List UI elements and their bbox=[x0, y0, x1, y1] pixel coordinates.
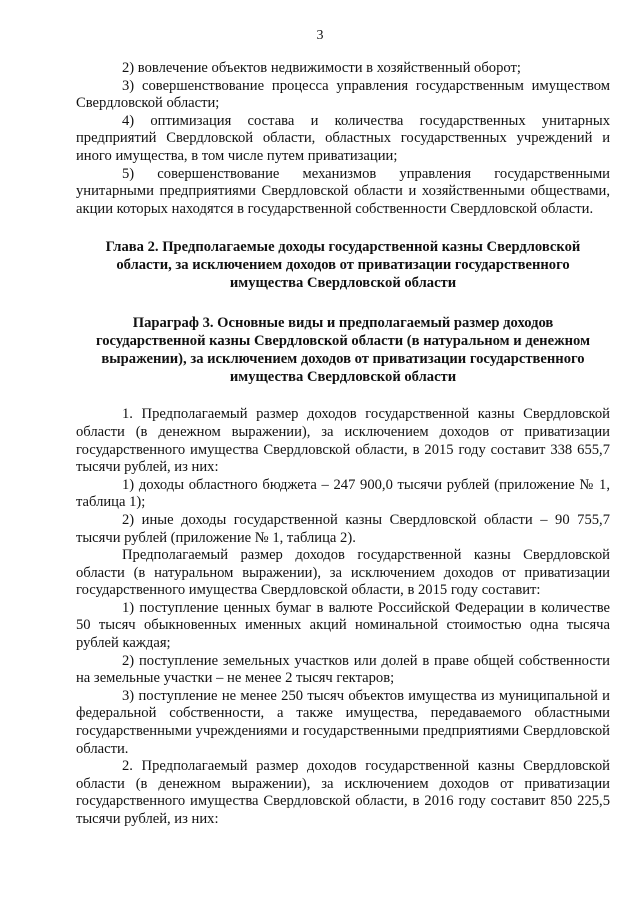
page-number: 3 bbox=[316, 28, 324, 43]
body-paragraph: 1) доходы областного бюджета – 247 900,0 тысячи рублей (приложение № 1, таблица 1); bbox=[76, 476, 610, 511]
list-item: 5) совершенствование механизмов управления государственными унитарными предприятиями Свердловской области и хозяйственными обществами, акции которых находятся в государственной собственности Свердловской области. bbox=[76, 165, 610, 217]
body-paragraph: 2) иные доходы государственной казны Свердловской области – 90 755,7 тысячи рублей (приложение № 1, таблица 2). bbox=[76, 511, 610, 546]
list-item: 4) оптимизация состава и количества государственных унитарных предприятий Свердловской области, областных государственных учреждений и иного имущества, в том числе путем приватизации; bbox=[76, 112, 610, 164]
body-paragraph: 1) поступление ценных бумаг в валюте Российской Федерации в количестве 50 тысяч обыкновенных именных акций номинальной стоимостью одна тысяча рублей каждая; bbox=[76, 599, 610, 652]
chapter-heading: Глава 2. Предполагаемые доходы государственной казны Свердловской области, за исключением доходов от приватизации государственного имущества Свердловской области bbox=[105, 239, 581, 292]
body-paragraph: Предполагаемый размер доходов государственной казны Свердловской области (в натуральном выражении), за исключением доходов от приватизации государственного имущества Свердловской области, в 2015 году составит: bbox=[76, 547, 610, 599]
body-paragraph: 3) поступление не менее 250 тысяч объектов имущества из муниципальной и федеральной собственности, а также имущества, передаваемого областными государственными учреждениями и государственными предприятиями Свердловской области. bbox=[76, 687, 610, 757]
body-paragraph: 2) поступление земельных участков или долей в праве общей собственности на земельные участки – не менее 2 тысяч гектаров; bbox=[76, 652, 610, 687]
body-paragraph: 1. Предполагаемый размер доходов государственной казны Свердловской области (в денежном выражении), за исключением доходов от приватизации государственного имущества Свердловской области, в 2015 году составит 338 655,7 тысячи рублей, из них: bbox=[76, 406, 610, 476]
list-item: 3) совершенствование процесса управления государственным имуществом Свердловской области; bbox=[76, 77, 610, 112]
list-item: 2) вовлечение объектов недвижимости в хозяйственный оборот; bbox=[122, 60, 521, 76]
document-content bbox=[76, 60, 610, 829]
body-paragraph: 2. Предполагаемый размер доходов государственной казны Свердловской области (в денежном выражении), за исключением доходов от приватизации государственного имущества Свердловской области, в 2016 году составит 850 225,5 тысячи рублей, из них: bbox=[76, 758, 610, 827]
section-heading: Параграф 3. Основные виды и предполагаемый размер доходов государственной казны Свердловской области (в натуральном и денежном выражении), за исключением доходов от приватизации государственного имущества Свердловской области bbox=[95, 315, 591, 386]
